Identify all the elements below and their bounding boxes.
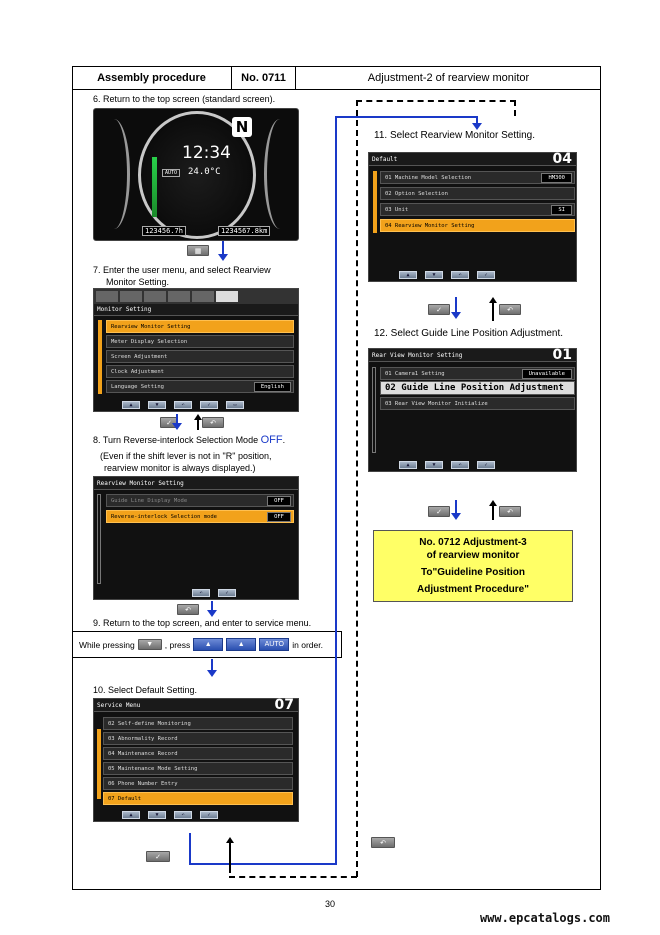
service-menu-title: Service Menu [97,701,141,709]
right-side-gauge [264,119,296,229]
rvm-screen: Rear View Monitor Setting 01 01 Camera1 Setting Unavailable 02 Guide Line Position Adjustment 03 Rear View Monitor Initialize ▲ ▼ ↶ ✓ [368,348,577,472]
scrollbar[interactable] [97,729,101,799]
service-item[interactable]: 06 Phone Number Entry [103,777,293,790]
menu-key[interactable]: ▦ [187,245,209,256]
service-item[interactable]: 04 Maintenance Record [103,747,293,760]
back-arrow-7 [197,420,199,430]
scroll-track[interactable] [372,367,376,453]
menu-item-meter[interactable]: Meter Display Selection [106,335,294,348]
flow-arrow-8 [211,601,213,611]
menu-item-clock[interactable]: Clock Adjustment [106,365,294,378]
soft-keys: ▲ ▼ ↶ ✓ ▭ [122,401,244,409]
menu-item-rearview[interactable]: Rearview Monitor Setting [106,320,294,333]
scrollbar[interactable] [373,171,377,233]
flow-line [189,863,337,865]
service-item[interactable]: 02 Self-define Monitoring [103,717,293,730]
rvm-title: Rear View Monitor Setting [372,351,463,359]
default-item[interactable]: 03 Unit SI [380,203,575,216]
scroll-track[interactable] [97,494,101,584]
service-item[interactable]: 05 Maintenance Mode Setting [103,762,293,775]
page-number: 30 [324,899,335,909]
mode-label: AUTO [162,169,180,177]
user-menu-screen [93,288,299,412]
clock: 12:34 [182,143,231,163]
step-12: 12. Select Guide Line Position Adjustment. [374,328,564,339]
back-key-11[interactable]: ↶ [499,304,521,315]
back-arrow-11 [492,303,494,321]
default-item[interactable]: 01 Machine Model Selection HM300 [380,171,575,184]
menu-item-language[interactable]: Language Setting English [106,380,294,393]
left-gauge-bar [152,157,157,217]
user-menu-title: Monitor Setting [97,306,152,313]
key-sequence-box: While pressing ▼ , press ▲ ▲ AUTO in order. [72,631,342,658]
gear-indicator: N [232,117,252,137]
flow-arrow-10 [476,116,478,124]
soft-keys-12: ▲ ▼ ↶ ✓ [399,461,495,469]
up-key-2[interactable]: ▲ [226,638,256,651]
flow-arrow-11 [455,297,457,313]
reference-note: No. 0712 Adjustment-3 of rearview monitor To"Guideline Position Adjustment Procedure" [373,530,573,602]
back-key-7[interactable]: ↶ [202,417,224,428]
back-arrow-10 [229,843,231,873]
back-key-10[interactable]: ↶ [371,837,395,848]
auto-key[interactable]: AUTO [259,638,289,651]
camera-setting-row[interactable]: 01 Camera1 Setting Unavailable [380,367,575,380]
hour-meter: 123456.7h [142,226,186,236]
confirm-key-11[interactable]: ✓ [428,304,450,315]
rv-setting-screen [93,476,299,600]
soft-keys-10: ▲ ▼ ↶ ✓ [122,811,218,819]
back-key-12[interactable]: ↶ [499,506,521,517]
step-7-cont: Monitor Setting. [106,277,170,287]
soft-keys-11: ▲ ▼ ↶ ✓ [399,271,495,279]
service-item-default[interactable]: 07 Default [103,792,293,805]
header-table [72,66,601,90]
watermark: www.epcatalogs.com [479,911,610,925]
header-title: Assembly procedure [72,66,232,89]
service-menu-screen: Service Menu 07 02 Self-define Monitoring 03 Abnormality Record 04 Maintenance Record 05 Maintenance Mode Setting 06 Phone Number Entry 07 Default ▲ ▼ ↶ ✓ [93,698,299,822]
default-screen: Default 04 01 Machine Model Selection HM300 02 Option Selection 03 Unit SI 04 Rearview Monitor Setting ▲ ▼ ↶ ✓ [368,152,577,282]
rv-setting-title: Rearview Monitor Setting [97,479,184,487]
down-key[interactable]: ▼ [138,639,162,650]
confirm-key-10[interactable]: ✓ [146,851,170,862]
header-number: No. 0711 [232,66,296,89]
flow-line [335,116,337,865]
return-line [356,100,516,102]
default-title: Default [372,155,398,163]
odometer: 1234567.8km [218,226,270,236]
flow-arrow-12 [455,500,457,514]
return-line [514,100,516,116]
reverse-interlock-row[interactable]: Reverse-interlock Selection mode OFF [106,510,294,523]
step-9: 9. Return to the top screen, and enter to service menu. [93,618,312,628]
flow-arrow-9 [211,659,213,671]
flow-arrow-7 [176,414,178,424]
back-arrow-12 [492,506,494,520]
confirm-key-12[interactable]: ✓ [428,506,450,517]
left-side-gauge [98,119,130,229]
rvm-initialize-row[interactable]: 03 Rear View Monitor Initialize [380,397,575,410]
step-11: 11. Select Rearview Monitor Setting. [374,130,536,141]
step-7: 7. Enter the user menu, and select Rearview [93,265,271,275]
guide-line-position-row[interactable]: 02 Guide Line Position Adjustment [380,381,575,395]
step-10: 10. Select Default Setting. [93,685,198,695]
menu-item-screen[interactable]: Screen Adjustment [106,350,294,363]
confirm-key-7[interactable]: ✓ [160,417,178,428]
flow-line [189,833,191,865]
up-key-1[interactable]: ▲ [193,638,223,651]
step-6: 6. Return to the top screen (standard screen). [93,94,276,104]
default-item-rearview[interactable]: 04 Rearview Monitor Setting [380,219,575,232]
back-key-8[interactable]: ↶ [177,604,199,615]
top-screen [93,108,299,241]
step-8-note: (Even if the shift lever is not in "R" position, [100,451,272,461]
icon-tabs [94,289,298,304]
soft-keys-8: ↶ ✓ [192,589,236,597]
return-line [229,876,357,878]
header-subject: Adjustment-2 of rearview monitor [367,71,530,84]
flow-arrow-6 [222,241,224,255]
step-8-note-cont: rearview monitor is always displayed.) [104,463,256,473]
default-item[interactable]: 02 Option Selection [380,187,575,200]
step-8: 8. Turn Reverse-interlock Selection Mode OFF. [93,434,286,446]
return-line [356,100,358,877]
temperature: 24.0°C [188,167,221,177]
guide-line-row[interactable]: Guide Line Display Mode OFF [106,494,294,507]
scrollbar[interactable] [98,320,102,394]
service-item[interactable]: 03 Abnormality Record [103,732,293,745]
